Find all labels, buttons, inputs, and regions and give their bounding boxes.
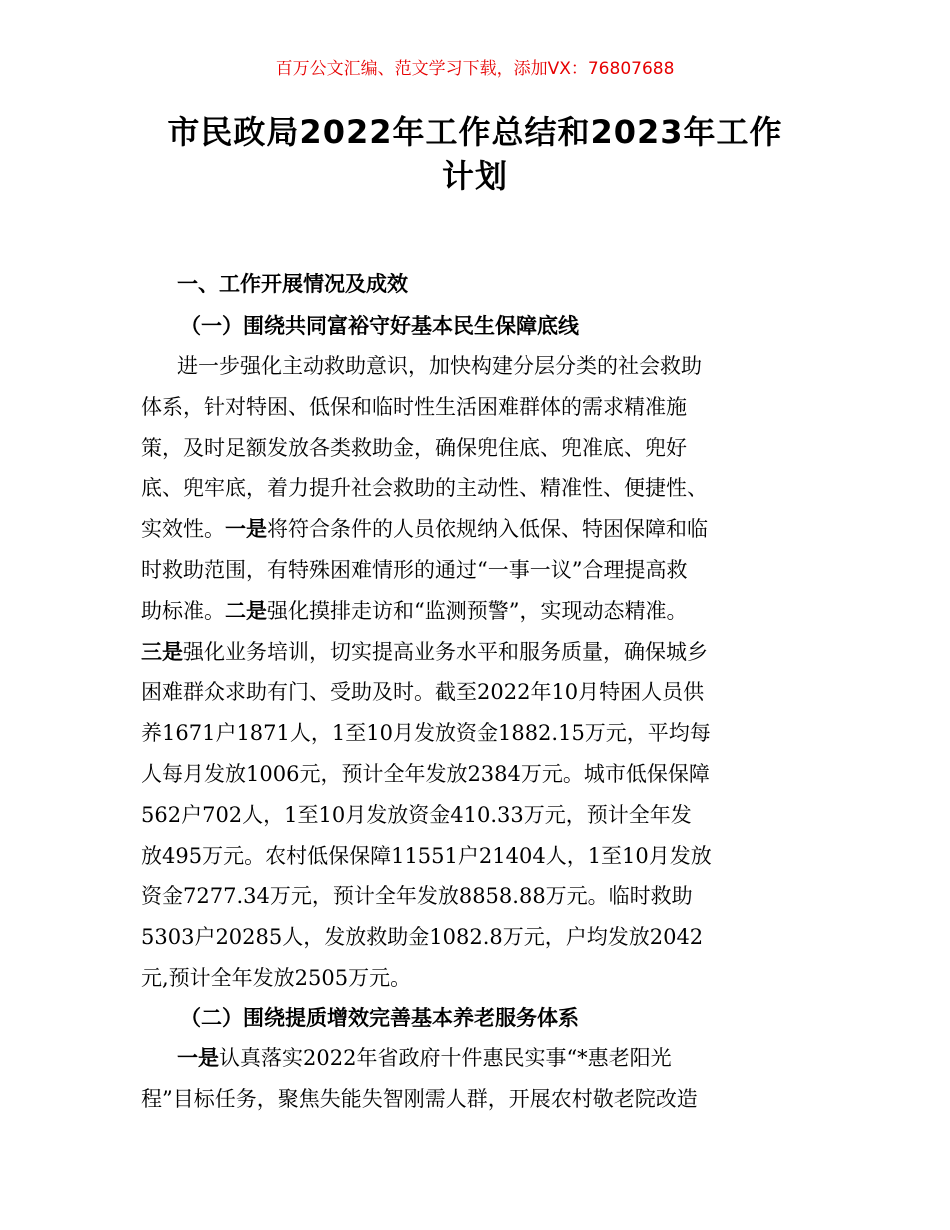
paragraph-line: 体系，针对特困、低保和临时性生活困难群体的需求精准施: [141, 394, 687, 419]
paragraph-line: 底、兜牢底，着力提升社会救助的主动性、精准性、便捷性、: [141, 476, 708, 501]
document-title: [100, 110, 850, 198]
emphasis-first: 一是: [177, 1046, 219, 1070]
emphasis-second: 二是: [225, 598, 267, 623]
paragraph-line: 助标准。二是强化摸排走访和“监测预警”，实现动态精准。: [141, 598, 688, 623]
paragraph-elderly-care: [141, 1038, 813, 1120]
paragraph-line: 一是认真落实2022年省政府十件惠民实事“*惠老阳光: [177, 1046, 672, 1070]
subsection-heading-1: （一）围绕共同富裕守好基本民生保障底线: [180, 314, 579, 338]
paragraph-line: 放495万元。农村低保保障11551户21404人，1至10月发放: [141, 843, 712, 868]
paragraph-line: 资金7277.34万元，预计全年发放8858.88万元。临时救助: [141, 884, 693, 909]
paragraph-line: 人每月发放1006元，预计全年发放2384万元。城市低保保障: [141, 761, 710, 786]
section-heading: 一、工作开展情况及成效: [177, 272, 408, 296]
paragraph-line: 562户702人，1至10月发放资金410.33万元，预计全年发: [141, 802, 692, 827]
paragraph-line: 时救助范围，有特殊困难情形的通过“一事一议”合理提高救: [141, 557, 688, 582]
paragraph-line: 元,预计全年发放2505万元。: [141, 965, 412, 990]
emphasis-third: 三是: [141, 639, 183, 664]
paragraph-line: 程”目标任务，聚焦失能失智刚需人群，开展农村敬老院改造: [141, 1086, 698, 1111]
title-line-2: 计划: [441, 157, 508, 195]
paragraph-social-assistance: [141, 346, 813, 999]
paragraph-line: 实效性。一是将符合条件的人员依规纳入低保、特困保障和临: [141, 517, 708, 542]
promo-banner: 百万公文汇编、范文学习下载，添加VX：76807688: [275, 59, 675, 79]
subsection-heading-2: （二）围绕提质增效完善基本养老服务体系: [180, 1006, 579, 1030]
paragraph-line: 养1671户1871人，1至10月发放资金1882.15万元，平均每: [141, 721, 711, 746]
paragraph-line: 三是强化业务培训，切实提高业务水平和服务质量，确保城乡: [141, 639, 708, 664]
emphasis-first: 一是: [225, 517, 267, 542]
paragraph-line: 进一步强化主动救助意识，加快构建分层分类的社会救助: [177, 354, 702, 378]
title-line-1: 市民政局2022年工作总结和2023年工作: [167, 113, 783, 151]
paragraph-line: 5303户20285人，发放救助金1082.8万元，户均发放2042: [141, 925, 704, 950]
paragraph-line: 困难群众求助有门、受助及时。截至2022年10月特困人员供: [141, 680, 705, 705]
paragraph-line: 策，及时足额发放各类救助金，确保兜住底、兜准底、兜好: [141, 435, 687, 460]
